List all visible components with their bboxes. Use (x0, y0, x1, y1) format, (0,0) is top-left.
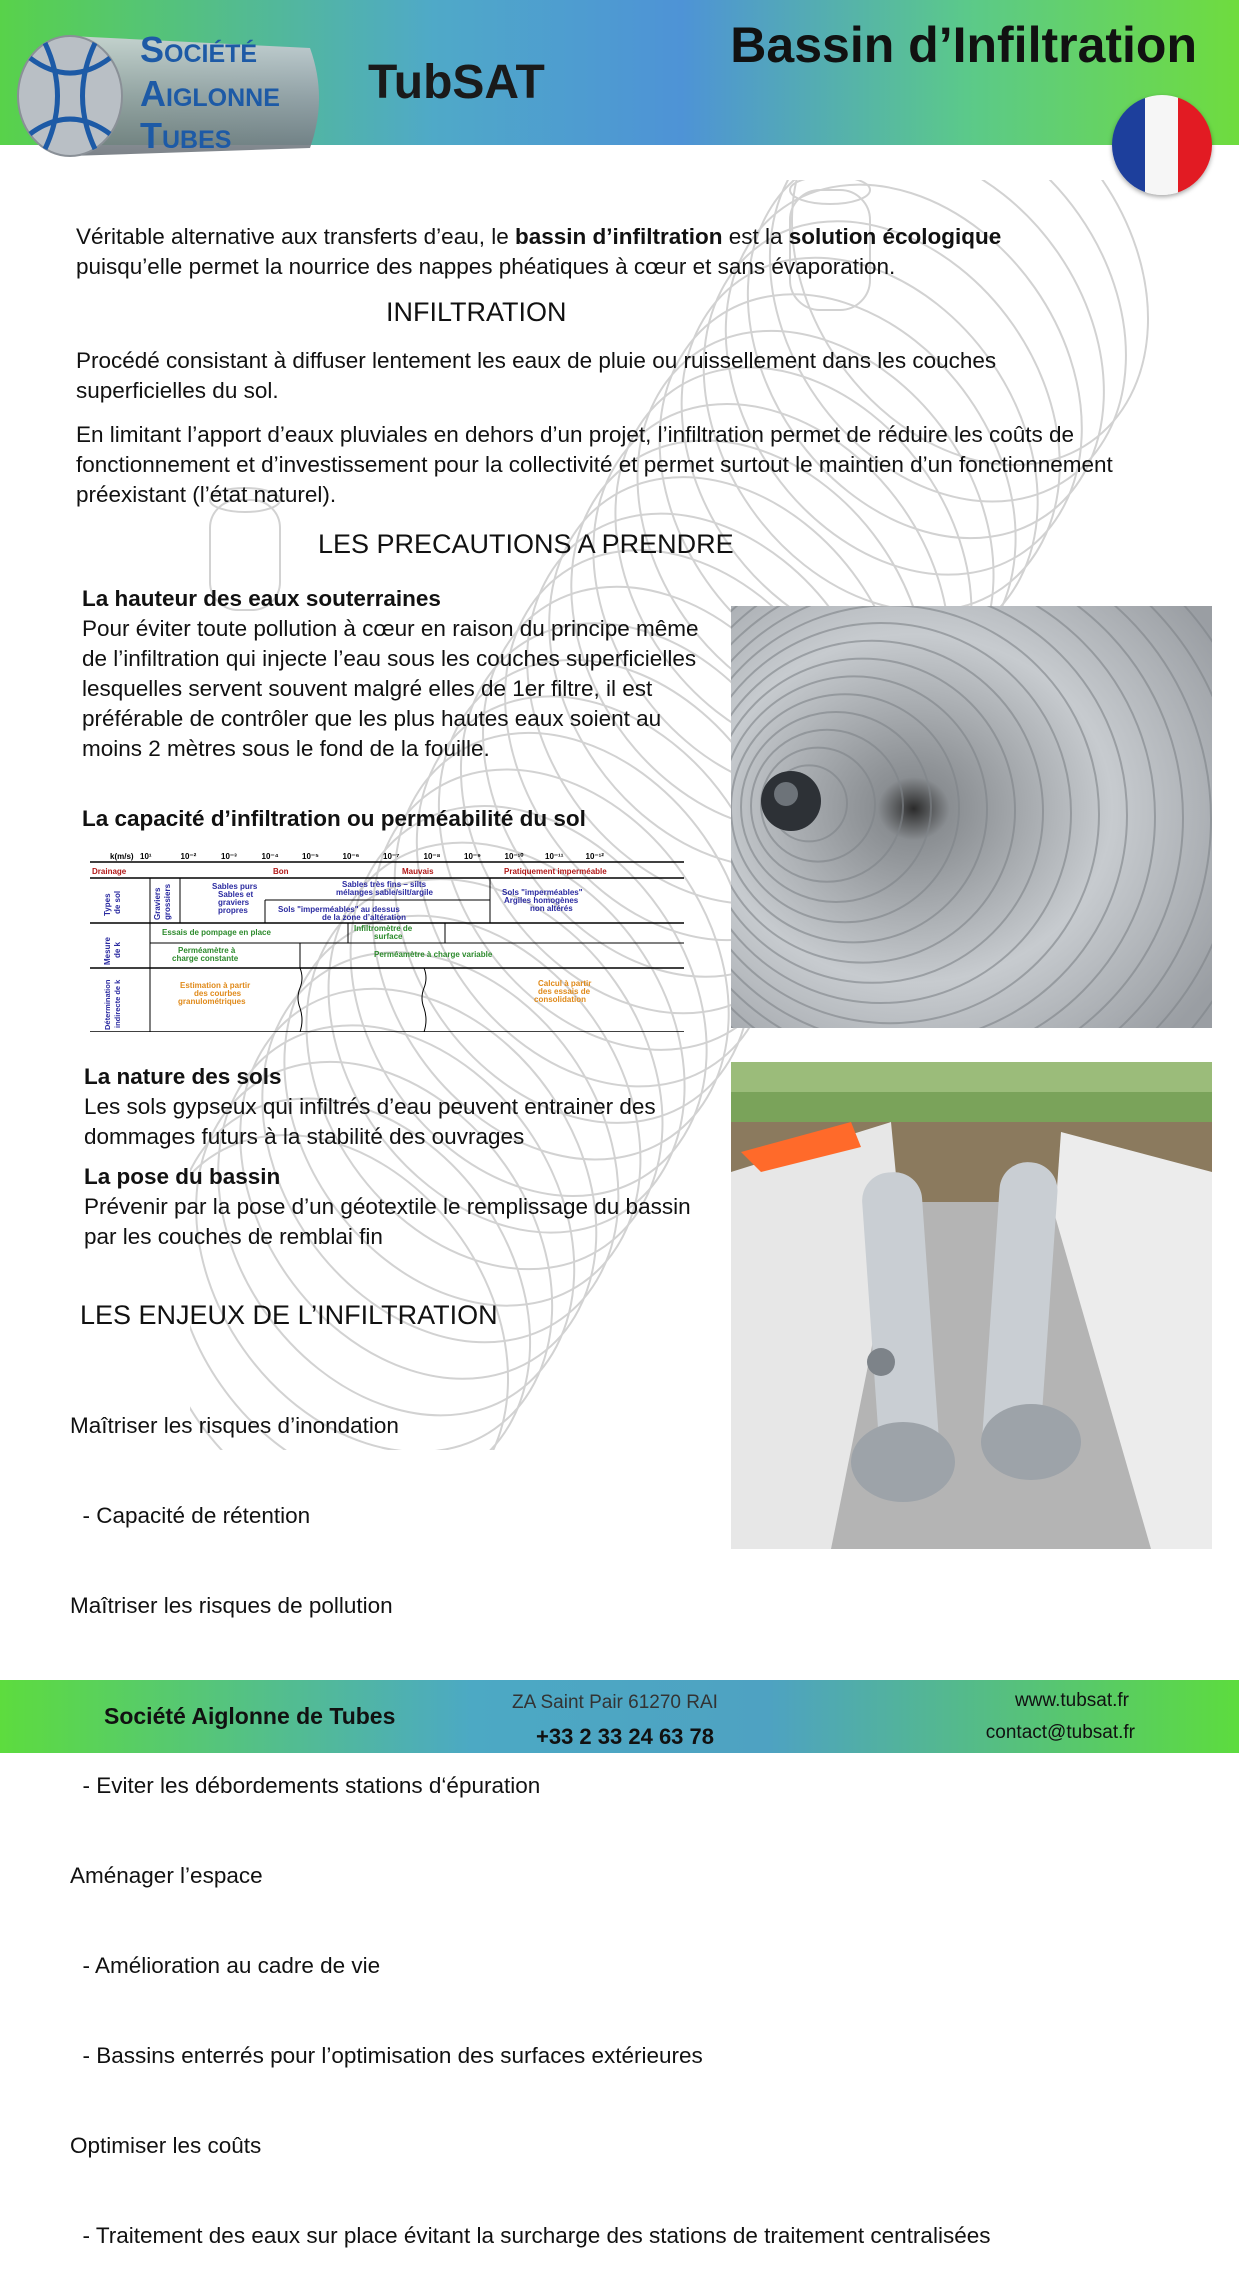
calcul-1: Calcul à partir (538, 979, 592, 988)
k-tick-label: 10⁻⁴ (261, 852, 279, 861)
enjeux-item: - Eviter les débordements stations d‘épuration (70, 1773, 541, 1798)
footer-address: ZA Saint Pair 61270 RAI (512, 1692, 718, 1713)
footer-company: Société Aiglonne de Tubes (104, 1703, 396, 1729)
essais-pompage: Essais de pompage en place (162, 928, 271, 937)
infiltrometre-2: surface (374, 932, 403, 941)
intro-paragraph (76, 222, 1136, 282)
logo-line-aiglonne: Aiglonne (140, 73, 280, 114)
graviers-label-2: grossiers (163, 883, 172, 920)
enjeux-item: - Amélioration au cadre de vie (70, 1953, 381, 1978)
sables-purs-2: Sables et (218, 890, 254, 899)
infiltration-paragraph-1: Procédé consistant à diffuser lentement les eaux de pluie ou ruissellement dans les couches superficielles du sol. (76, 348, 997, 403)
company-logo (10, 18, 335, 174)
intro-text-e: puisqu’elle permet la nourrice des nappes phéatiques à cœur et sans évaporation. (76, 254, 896, 279)
infiltrometre-1: Infiltromètre de (354, 924, 413, 933)
sols-dessus-2: de la zone d’altération (322, 913, 407, 922)
infiltration-paragraph-2: En limitant l’apport d’eaux pluviales en dehors d’un projet, l’infiltration permet de réduire les coûts de fonctionnement et d’investissement pour la collectivité et permet surtout le maintien d’un fonctionnement préexistant (l’état naturel). (76, 422, 1113, 507)
drainage-impermeable: Pratiquement imperméable (504, 867, 607, 876)
enjeux-list (70, 1351, 1190, 2281)
page-title: Bassin d’Infiltration (730, 17, 1197, 73)
estimation-1: Estimation à partir (180, 981, 251, 990)
sols-imperm-2: Argiles homogènes (504, 896, 579, 905)
enjeux-item: Maîtriser les risques d’inondation (70, 1413, 399, 1438)
k-tick-label: 10⁻³ (221, 852, 237, 861)
permeability-table (90, 850, 684, 1032)
heading-enjeux: LES ENJEUX DE L’INFILTRATION (80, 1300, 498, 1330)
footer-email-link[interactable]: contact@tubsat.fr (985, 1722, 1135, 1743)
k-tick-label: 10⁻⁹ (464, 852, 481, 861)
perm-variable: Perméamètre à charge variable (374, 950, 493, 959)
perm-constante-2: charge constante (172, 954, 239, 963)
enjeux-item: - Traitement des eaux sur place évitant la surcharge des stations de traitement centralisées (70, 2223, 991, 2248)
subheading-capacite: La capacité d’infiltration ou perméabilité du sol (82, 806, 586, 831)
heading-infiltration: INFILTRATION (386, 297, 567, 327)
subheading-nature: La nature des sols (84, 1064, 282, 1089)
det-label-1: Détermination (103, 979, 112, 1030)
photo-pipe-interior (731, 606, 1212, 1028)
calcul-3: consolidation (534, 995, 586, 1004)
k-tick-label: 10⁻¹² (585, 852, 604, 861)
k-tick-label: 10⁻¹¹ (545, 852, 564, 861)
k-tick-label: 10⁻² (180, 852, 197, 861)
subheading-pose: La pose du bassin (84, 1164, 281, 1189)
sables-fins-1: Sables très fins – silts (342, 880, 427, 889)
types-label-1: Types (103, 893, 112, 916)
text-hauteur: Pour éviter toute pollution à cœur en raison du principe même de l’infiltration qui injecte l’eau sous les couches superficielles lesquelles servent souvent malgré elles de 1er filtre, il est préférable de contrôler que les plus hautes eaux soient au moins 2 mètres sous le fond de la fouille. (82, 616, 699, 761)
intro-text-c: est la (722, 224, 789, 249)
brand-name: TubSAT (368, 56, 545, 109)
k-tick-label: 10¹ (140, 852, 152, 861)
footer-phone[interactable]: +33 2 33 24 63 78 (536, 1724, 714, 1749)
enjeux-item: - Capacité de rétention (70, 1503, 311, 1528)
types-label-2: de sol (113, 890, 122, 914)
k-tick-label: 10⁻⁶ (342, 852, 360, 861)
enjeux-item: Aménager l’espace (70, 1863, 263, 1888)
graviers-label-1: Graviers (153, 887, 162, 920)
sols-dessus-1: Sols "imperméables" au dessus (278, 905, 400, 914)
k-tick-label: 10⁻⁵ (302, 852, 319, 861)
text-nature: Les sols gypseux qui infiltrés d’eau peuvent entrainer des dommages futurs à la stabilité des ouvrages (84, 1094, 656, 1149)
drainage-bon: Bon (273, 867, 289, 876)
sols-imperm-3: non altérés (530, 904, 573, 913)
drainage-label: Drainage (92, 867, 127, 876)
perm-constante-1: Perméamètre à (178, 946, 236, 955)
sols-imperm-1: Sols "imperméables" (502, 888, 583, 897)
logo-line-tubes: Tubes (140, 115, 232, 156)
enjeux-item: - Bassins enterrés pour l’optimisation des surfaces extérieures (70, 2043, 703, 2068)
footer-website-link[interactable]: www.tubsat.fr (1014, 1690, 1129, 1711)
det-label-2: indirecte de k (113, 979, 122, 1028)
estimation-3: granulométriques (178, 997, 246, 1006)
enjeux-item: Optimiser les coûts (70, 2133, 262, 2158)
calcul-2: des essais de (538, 987, 591, 996)
k-axis-label: k(m/s) (110, 852, 134, 861)
estimation-2: des courbes (194, 989, 242, 998)
k-tick-label: 10⁻⁷ (383, 852, 400, 861)
subheading-hauteur: La hauteur des eaux souterraines (82, 586, 441, 611)
intro-bold-bassin: bassin d’infiltration (515, 224, 723, 249)
intro-text-a: Véritable alternative aux transferts d’eau, le (76, 224, 515, 249)
sables-fins-2: mélanges sable/silt/argile (336, 888, 433, 897)
mesure-label-1: Mesure (103, 936, 112, 965)
k-tick-label: 10⁻⁸ (423, 852, 441, 861)
sables-purs-3: graviers (218, 898, 250, 907)
logo-line-societe: Société (140, 29, 258, 70)
intro-bold-solution: solution écologique (788, 224, 1002, 249)
mesure-label-2: de k (113, 941, 122, 958)
enjeux-item: Maîtriser les risques de pollution (70, 1593, 393, 1618)
text-pose: Prévenir par la pose d’un géotextile le remplissage du bassin par les couches de remblai fin (84, 1194, 691, 1249)
sables-purs-1: Sables purs (212, 882, 258, 891)
drainage-mauvais: Mauvais (402, 867, 434, 876)
k-tick-label: 10⁻¹⁰ (504, 852, 524, 861)
heading-precautions: LES PRECAUTIONS A PRENDRE (318, 529, 734, 559)
sables-purs-4: propres (218, 906, 248, 915)
